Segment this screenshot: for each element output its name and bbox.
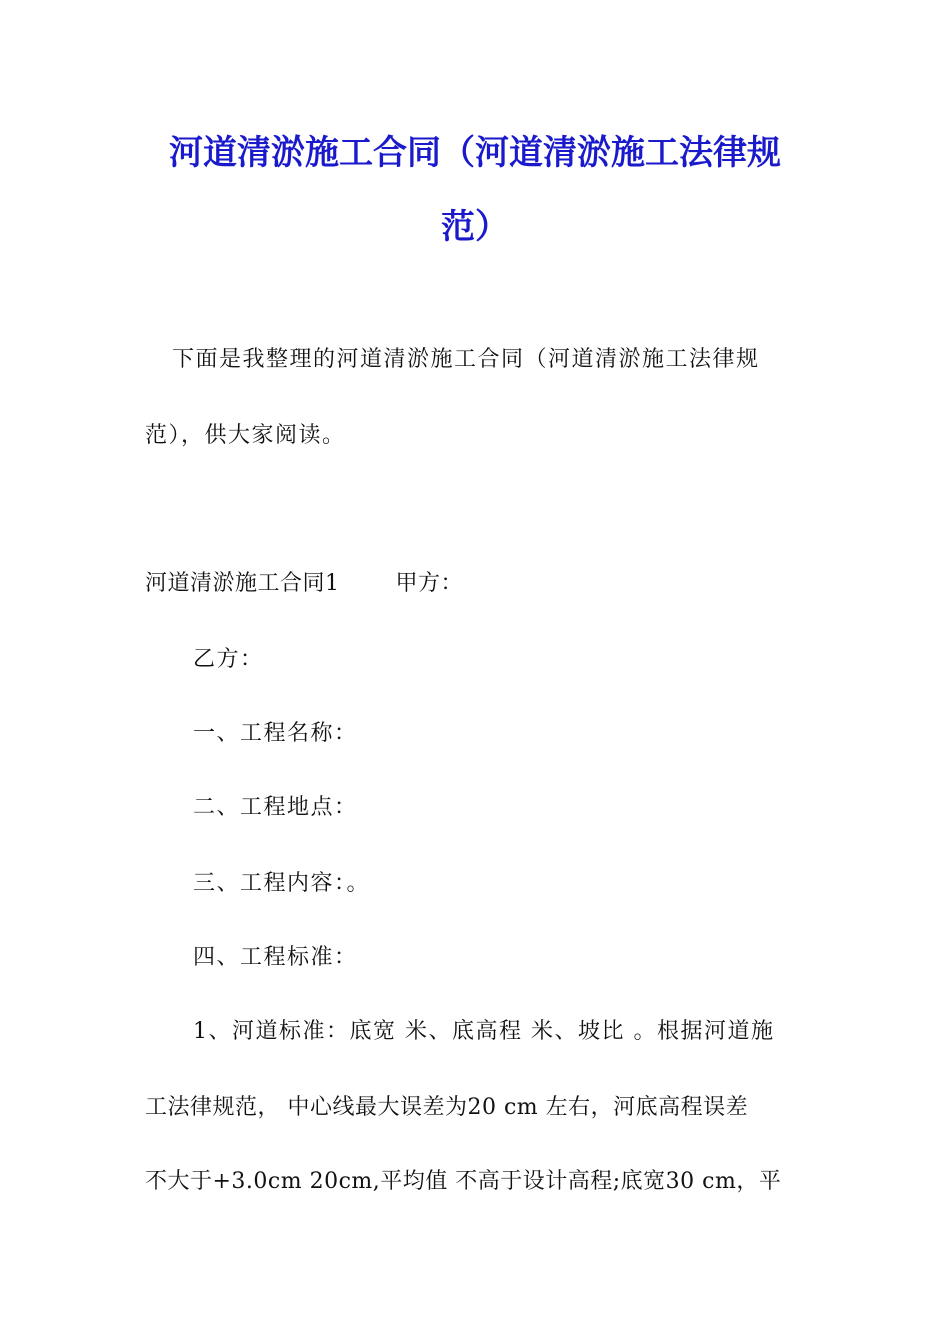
document-title-line-2: 范） [441, 207, 509, 247]
standard-paragraph-line-2: 工法律规范， 中心线最大误差为20 cm 左右，河底高程误差 [145, 1095, 749, 1120]
document-title-line-1: 河道清淤施工合同（河道清淤施工法律规 [169, 133, 781, 173]
standard-paragraph-line-3: 不大于+3.0cm 20cm,平均值 不高于设计高程;底宽30 cm，平 [145, 1169, 782, 1194]
clause-project-name: 一、工程名称： [193, 721, 358, 746]
contract-heading-row [145, 572, 463, 596]
clause-project-location: 二、工程地点： [193, 795, 358, 820]
clause-project-content: 三、工程内容：。 [193, 871, 371, 896]
standard-paragraph-line-1: 1、河道标准：底宽 米、底高程 米、坡比 。根据河道施 [193, 1019, 775, 1044]
contract-heading: 河道清淤施工合同1 [145, 571, 340, 596]
party-b-label: 乙方： [193, 647, 264, 672]
intro-paragraph-line-2: 范），供大家阅读。 [145, 423, 346, 448]
intro-paragraph-line-1: 下面是我整理的河道清淤施工合同（河道清淤施工法律规 [172, 347, 760, 372]
clause-project-standard: 四、工程标准： [193, 945, 358, 970]
party-a-label: 甲方： [395, 571, 464, 596]
